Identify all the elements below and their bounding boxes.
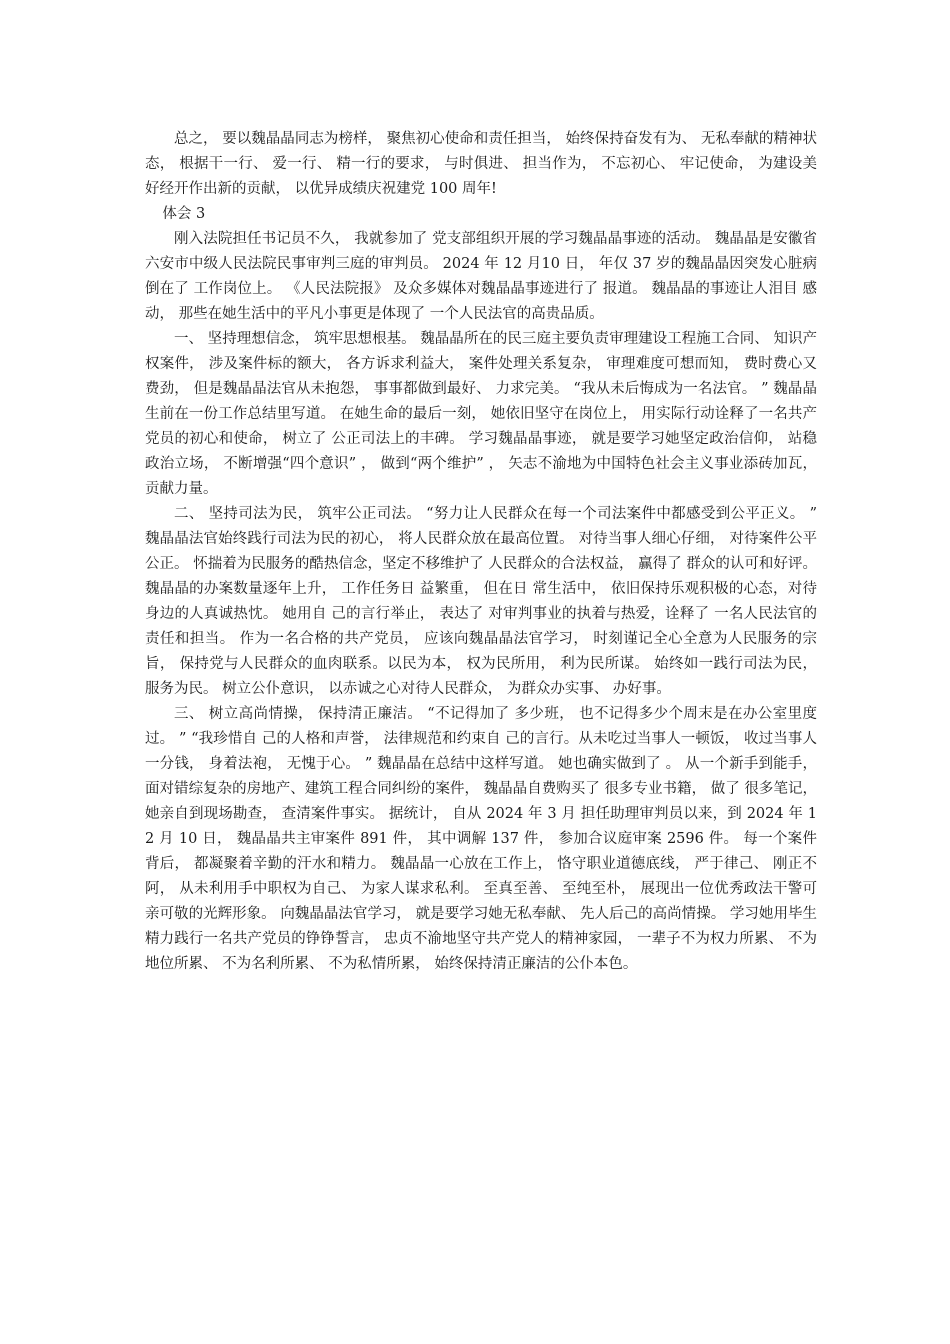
paragraph-point-two: 二、 坚持司法为民， 筑牢公正司法。 “努力让人民群众在每一个司法案件中都感受到公平正义。 ” 魏晶晶法官始终践行司法为民的初心， 将人民群众放在最高位置。 对待当事人细心仔细， 对待案件公平公正。 怀揣着为民服务的酷热信念，坚定不移维护了 人民群众的合法权益， 赢得了 群众的认可和好评。 魏晶晶的办案数量逐年上升， 工作任务日 益繁重， 但在日 常生活中， 依旧保持乐观积极的心态，对待身边的人真诚热忱。 她用自 己的言行举止， 表达了 对审判事业的执着与热爱，诠释了 一名人民法官的责任和担当。 作为一名合格的共产党员， 应该向魏晶晶法官学习， 时刻谨记全心全意为人民服务的宗旨， 保持党与人民群众的血肉联系。以民为本， 权为民所用， 利为民所谋。 始终如一践行司法为民， 服务为民。 树立公仆意识， 以赤诚之心对待人民群众， 为群众办实事、 办好事。 xyxy=(145,506,817,697)
paragraph-summary: 总之， 要以魏晶晶同志为榜样， 聚焦初心使命和责任担当， 始终保持奋发有为、 无私奉献的精神状态， 根据干一行、 爱一行、 精一行的要求， 与时俱进、 担当作为， 不忘初心、 牢记使命， 为建设美好经开作出新的贡献， 以优异成绩庆祝建党 100 周年! xyxy=(145,131,817,197)
paragraph-point-three: 三、 树立高尚情操， 保持清正廉洁。 “不记得加了 多少班， 也不记得多少个周末是在办公室里度过。 ” “我珍惜自 己的人格和声誉， 法律规范和约束自 己的言行。从未吃过当事人一顿饭， 收过当事人一分钱， 身着法袍， 无愧于心。 ” 魏晶晶在总结中这样写道。 她也确实做到了 。 从一个新手到能手， 面对错综复杂的房地产、建筑工程合同纠纷的案件， 魏晶晶自费购买了 很多专业书籍， 做了 很多笔记， 她亲自到现场勘查， 查清案件事实。 据统计， 自从 2024 年 3 月 担任助理审判员以来，到 2024 年 12 月 10 日， 魏晶晶共主审案件 891 件， 其中调解 137 件， 参加合议庭审案 2596 件。 每一个案件背后， 都凝聚着辛勤的汗水和精力。 魏晶晶一心放在工作上， 恪守职业道德底线， 严于律己、 刚正不阿， 从未利用手中职权为自己、 为家人谋求私利。 至真至善、 至纯至朴， 展现出一位优秀政法干警可亲可敬的光辉形象。 向魏晶晶法官学习， 就是要学习她无私奉献、 先人后己的高尚情操。 学习她用毕生精力践行一名共产党员的铮铮誓言， 忠贞不渝地坚守共产党人的精神家园， 一辈子不为权力所累、 不为地位所累、 不为名利所累、 不为私情所累， 始终保持清正廉洁的公仆本色。 xyxy=(145,706,817,972)
paragraph-intro: 刚入法院担任书记员不久， 我就参加了 党支部组织开展的学习魏晶晶事迹的活动。 魏晶晶是安徽省六安市中级人民法院民事审判三庭的审判员。 2024 年 12 月10 日， 年仅 37 岁的魏晶晶因突发心脏病倒在了 工作岗位上。 《人民法院报》 及众多媒体对魏晶晶事迹进行了 报道。 魏晶晶的事迹让人泪目 感动， 那些在她生活中的平凡小事更是体现了 一个人民法官的高贵品质。 xyxy=(145,231,817,322)
section-heading: 体会 3 xyxy=(162,206,206,222)
paragraph-point-one: 一、 坚持理想信念， 筑牢思想根基。 魏晶晶所在的民三庭主要负责审理建设工程施工合同、 知识产权案件， 涉及案件标的额大， 各方诉求利益大， 案件处理关系复杂， 审理难度可想而知， 费时费心又费劲， 但是魏晶晶法官从未抱怨， 事事都做到最好、 力求完美。 “我从未后悔成为一名法官。 ” 魏晶晶生前在一份工作总结里写道。 在她生命的最后一刻， 她依旧坚守在岗位上， 用实际行动诠释了一名共产党员的初心和使命， 树立了 公正司法上的丰碑。 学习魏晶晶事迹， 就是要学习她坚定政治信仰， 站稳政治立场， 不断增强“四个意识” ， 做到“两个维护” ， 矢志不渝地为中国特色社会主义事业添砖加瓦， 贡献力量。 xyxy=(145,331,817,497)
document-body xyxy=(145,127,817,977)
